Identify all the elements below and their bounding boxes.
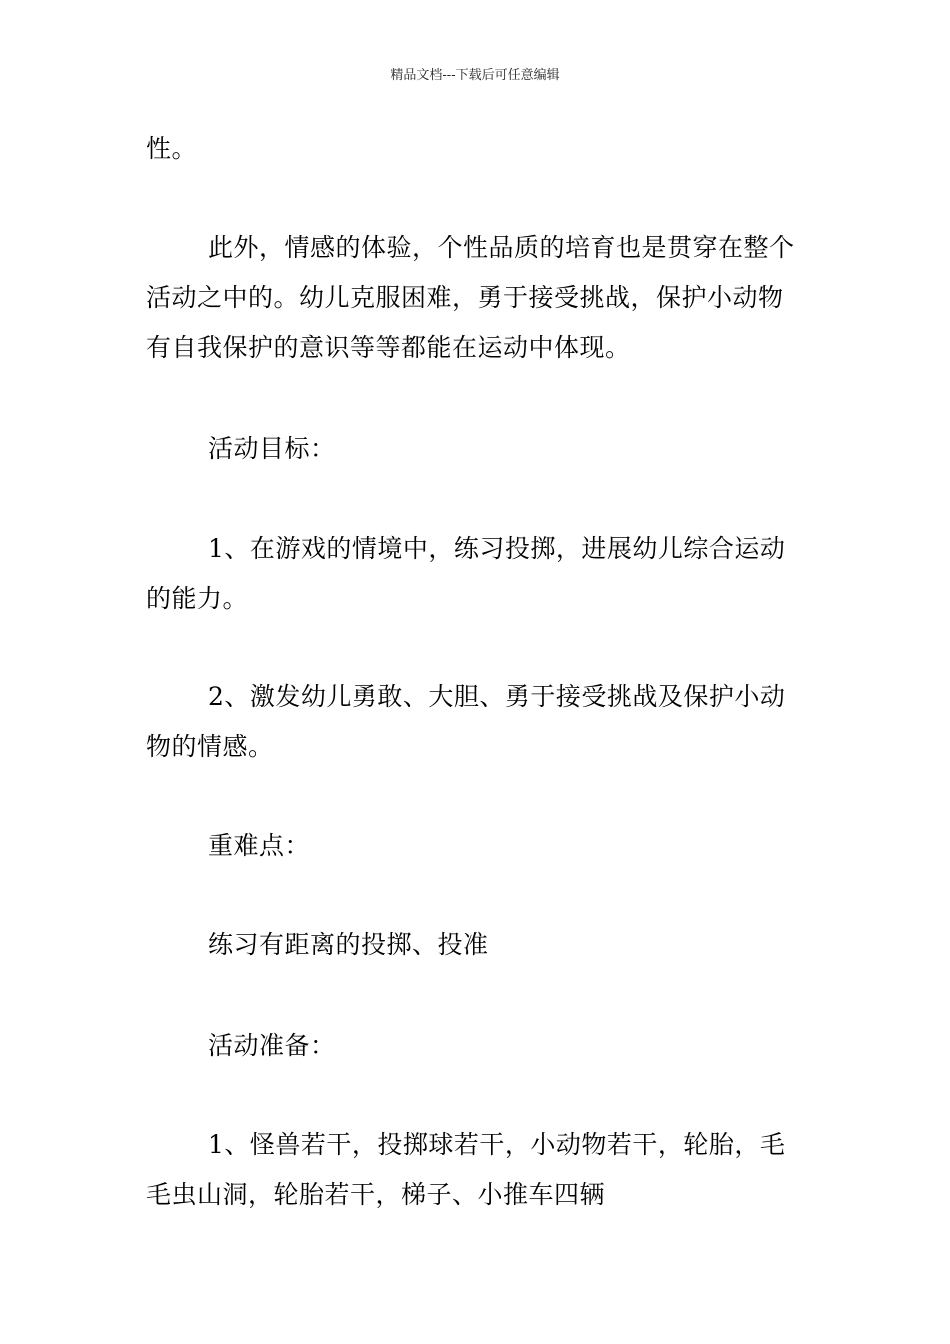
key-points-text: [146, 920, 808, 970]
paragraph-line: 活动准备：: [208, 1031, 336, 1060]
paragraph-line: 此外，情感的体验，个性品质的培育也是贯穿在整个: [208, 233, 795, 262]
paragraph-line: 活动之中的。幼儿克服困难，勇于接受挑战，保护小动物: [146, 283, 784, 312]
heading-key-points: [146, 821, 808, 871]
paragraph-line: 的能力。: [146, 584, 249, 613]
paragraph-line: 1、怪兽若干，投掷球若干，小动物若干，轮胎，毛: [208, 1130, 786, 1159]
paragraph-continuation: [146, 124, 808, 174]
goal-item-1: [146, 524, 808, 624]
paragraph-line: 2、激发幼儿勇敢、大胆、勇于接受挑战及保护小动: [208, 682, 786, 711]
preparation-item-1: [146, 1120, 808, 1220]
paragraph-line: 有自我保护的意识等等都能在运动中体现。: [146, 333, 631, 362]
paragraph-line: 重难点：: [208, 831, 311, 860]
paragraph-line: 性。: [146, 134, 198, 163]
goal-item-2: [146, 672, 808, 772]
paragraph-line: 练习有距离的投掷、投准: [208, 930, 489, 959]
paragraph-line: 物的情感。: [146, 732, 274, 761]
paragraph-line: 活动目标：: [208, 434, 336, 463]
page-header: 精品文档---下载后可任意编辑: [390, 68, 560, 83]
paragraph-emotional-experience: [146, 223, 808, 373]
heading-activity-goals: [146, 424, 808, 474]
paragraph-line: 1、在游戏的情境中，练习投掷，进展幼儿综合运动: [208, 534, 786, 563]
heading-activity-preparation: [146, 1021, 808, 1071]
paragraph-line: 毛虫山洞，轮胎若干，梯子、小推车四辆: [146, 1180, 606, 1209]
